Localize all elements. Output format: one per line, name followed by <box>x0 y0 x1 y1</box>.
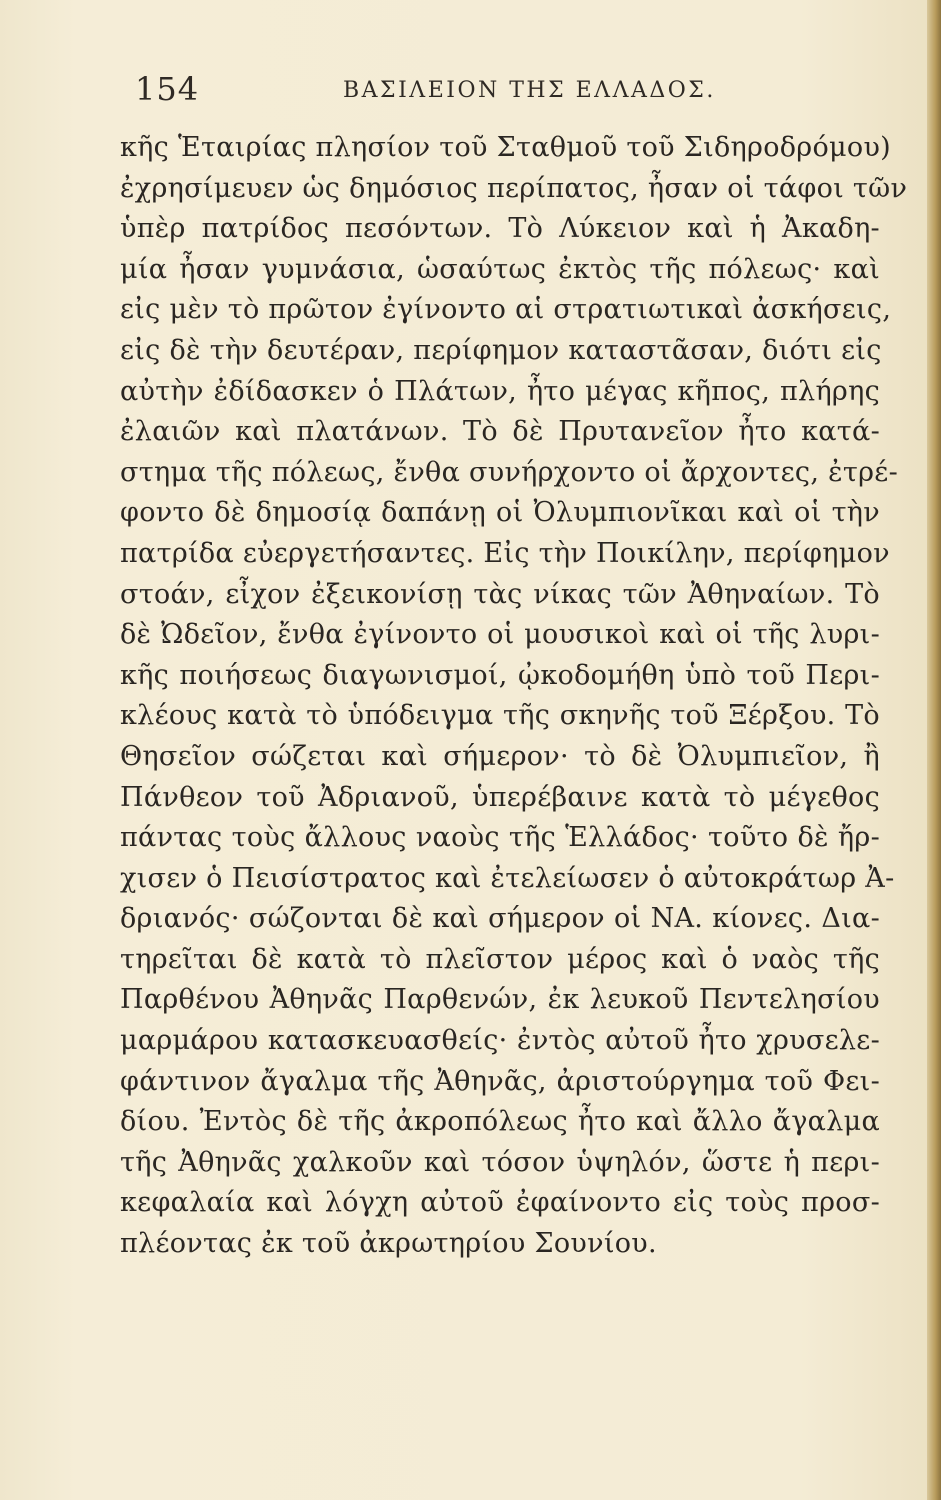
text-line: εἰς μὲν τὸ πρῶτον ἐγίνοντο αἱ στρατιωτικαὶ ἀσκήσεις, <box>120 294 892 326</box>
text-line: κῆς ποιήσεως διαγωνισμοί, ᾠκοδομήθη ὑπὸ τοῦ Περι- <box>120 659 880 691</box>
text-line: δίου. Ἐντὸς δὲ τῆς ἀκροπόλεως ἦτο καὶ ἄλλο ἄγαλμα <box>120 1106 880 1138</box>
text-line: μαρμάρου κατασκευασθείς· ἐντὸς αὐτοῦ ἦτο χρυσελε- <box>120 1025 880 1057</box>
text-line: ἐχρησίμευεν ὡς δημόσιος περίπατος, ἦσαν οἱ τάφοι τῶν <box>120 172 908 204</box>
text-line: αὐτὴν ἐδίδασκεν ὁ Πλάτων, ἦτο μέγας κῆπος, πλήρης <box>120 375 880 407</box>
text-line: πλέοντας ἐκ τοῦ ἀκρωτηρίου Σουνίου. <box>120 1228 657 1260</box>
page-number: 154 <box>135 70 200 108</box>
text-line: πατρίδα εὐεργετήσαντες. Εἰς τὴν Ποικίλην, περίφημον <box>120 537 890 569</box>
text-line: κλέους κατὰ τὸ ὑπόδειγμα τῆς σκηνῆς τοῦ Ξέρξου. Τὸ <box>120 700 880 732</box>
text-line: ὑπὲρ πατρίδος πεσόντων. Τὸ Λύκειον καὶ ἡ Ἀκαδη- <box>120 213 880 245</box>
text-line: εἰς δὲ τὴν δευτέραν, περίφημον καταστᾶσαν, διότι εἰς <box>120 334 882 366</box>
text-line: στοάν, εἶχον ἐξεικονίσῃ τὰς νίκας τῶν Ἀθηναίων. Τὸ <box>120 578 880 610</box>
text-line: Πάνθεον τοῦ Ἀδριανοῦ, ὑπερέβαινε κατὰ τὸ μέγεθος <box>120 781 880 813</box>
text-line: μία ἦσαν γυμνάσια, ὡσαύτως ἐκτὸς τῆς πόλεως· καὶ <box>120 253 880 285</box>
running-head: ΒΑΣΙΛΕΙΟΝ ΤΗΣ ΕΛΛΑΔΟΣ. <box>343 78 716 103</box>
text-line: τῆς Ἀθηνᾶς χαλκοῦν καὶ τόσον ὑψηλόν, ὥστε ἡ περι- <box>120 1146 880 1178</box>
text-line: δριανός· σώζονται δὲ καὶ σήμερον οἱ ΝΑ. κίονες. Δια- <box>120 903 880 935</box>
text-line: ἐλαιῶν καὶ πλατάνων. Τὸ δὲ Πρυτανεῖον ἦτο κατά- <box>120 416 880 448</box>
text-line: πάντας τοὺς ἄλλους ναοὺς τῆς Ἑλλάδος· τοῦτο δὲ ἤρ- <box>120 822 880 854</box>
body-text <box>120 128 908 1265</box>
text-line: Παρθένου Ἀθηνᾶς Παρθενών, ἐκ λευκοῦ Πεντελησίου <box>120 984 880 1016</box>
text-line: δὲ Ὠδεῖον, ἔνθα ἐγίνοντο οἱ μουσικοὶ καὶ οἱ τῆς λυρι- <box>120 619 880 651</box>
text-line: Θησεῖον σώζεται καὶ σήμερον· τὸ δὲ Ὀλυμπιεῖον, ἢ <box>120 740 880 772</box>
text-line: κῆς Ἑταιρίας πλησίον τοῦ Σταθμοῦ τοῦ Σιδηροδρόμου) <box>120 132 891 163</box>
text-line: φοντο δὲ δημοσίᾳ δαπάνῃ οἱ Ὀλυμπιονῖκαι καὶ οἱ τὴν <box>120 497 880 529</box>
text-line: στημα τῆς πόλεως, ἔνθα συνήρχοντο οἱ ἄρχοντες, ἐτρέ- <box>120 456 898 488</box>
page-edge <box>927 0 941 1500</box>
text-line: τηρεῖται δὲ κατὰ τὸ πλεῖστον μέρος καὶ ὁ ναὸς τῆς <box>120 943 880 975</box>
text-line: κεφαλαία καὶ λόγχη αὐτοῦ ἐφαίνοντο εἰς τοὺς προσ- <box>120 1187 880 1219</box>
page-header <box>135 70 865 110</box>
text-line: χισεν ὁ Πεισίστρατος καὶ ἐτελείωσεν ὁ αὐτοκράτωρ Ἀ- <box>120 862 895 894</box>
text-line: φάντινον ἄγαλμα τῆς Ἀθηνᾶς, ἀριστούργημα τοῦ Φει- <box>120 1065 880 1097</box>
